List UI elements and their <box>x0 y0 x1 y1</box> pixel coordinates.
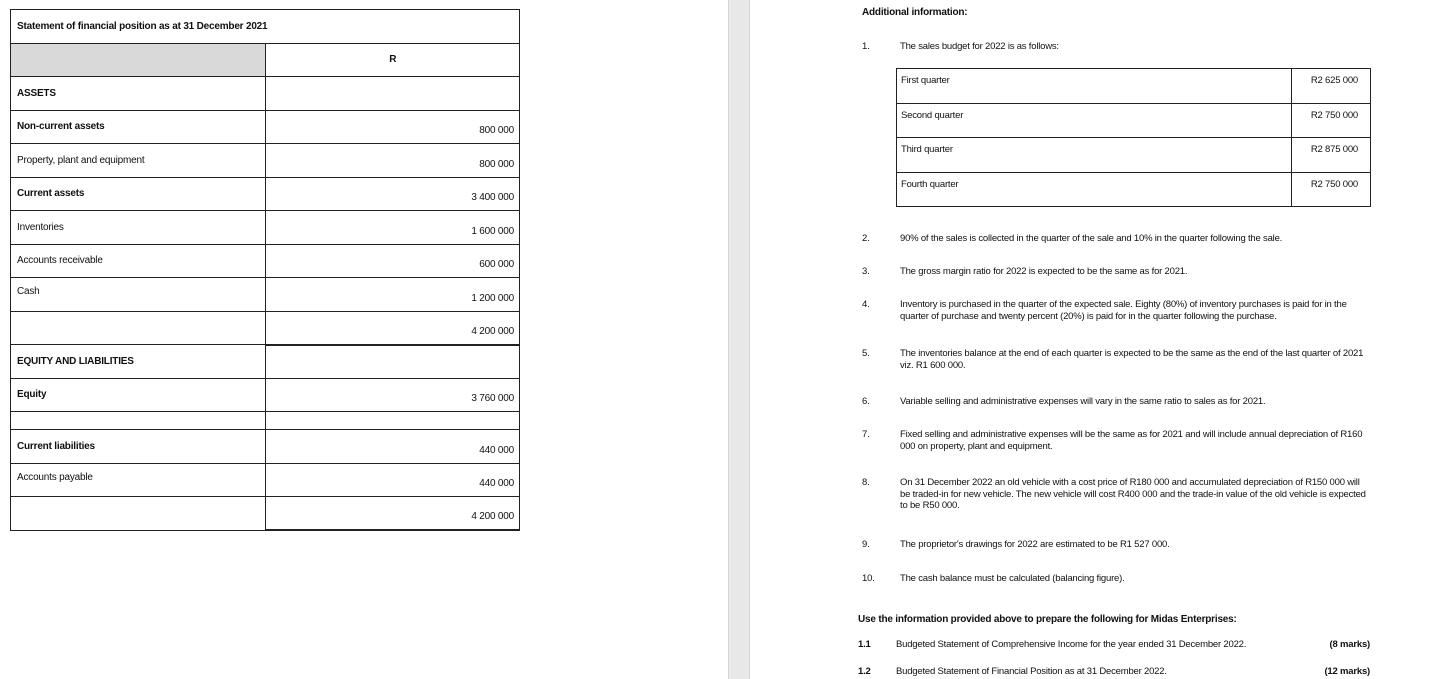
info-item-4 <box>862 299 1382 323</box>
row-label: EQUITY AND LIABILITIES <box>11 345 266 379</box>
item-number: 6. <box>862 396 870 407</box>
table-row <box>11 278 520 312</box>
item-text: The sales budget for 2022 is as follows: <box>900 41 1059 52</box>
requirement-1-1 <box>858 639 1370 651</box>
info-item-2 <box>862 233 1382 245</box>
item-number: 10. <box>862 573 875 584</box>
table-row-total <box>11 497 520 531</box>
item-text: The inventories balance at the end of each quarter is expected to be the same as the end of the last quarter of 2021 viz. R1 600 000. <box>900 348 1364 371</box>
page-divider <box>728 0 750 679</box>
item-number: 1. <box>862 41 870 52</box>
table-row <box>897 172 1371 207</box>
additional-information-heading: Additional information: <box>862 7 968 18</box>
table-row-spacer <box>11 412 520 430</box>
requirement-1-2 <box>858 666 1370 678</box>
row-label: Current assets <box>11 177 266 211</box>
table-row-total <box>11 311 520 345</box>
item-number: 2. <box>862 233 870 244</box>
statement-of-financial-position-table <box>10 9 520 531</box>
row-amount <box>265 345 520 379</box>
row-amount: 4 200 000 <box>265 311 520 345</box>
statement-header-row <box>11 43 520 77</box>
statement-title: Statement of financial position as at 31 December 2021 <box>11 10 520 44</box>
item-text: The proprietor's drawings for 2022 are estimated to be R1 527 000. <box>900 539 1170 550</box>
row-label: Cash <box>11 278 266 312</box>
info-item-7 <box>862 429 1382 453</box>
item-text: Inventory is purchased in the quarter of the expected sale. Eighty (80%) of inventory purchases is paid for in the quarter of purchase and twenty percent (20%) is paid for in the quarter following the purchase. <box>900 299 1347 322</box>
row-amount: 1 600 000 <box>265 211 520 245</box>
row-label: Accounts payable <box>11 463 266 497</box>
item-text: 90% of the sales is collected in the quarter of the sale and 10% in the quarter following the sale. <box>900 233 1283 244</box>
row-label <box>11 311 266 345</box>
info-item-9 <box>862 539 1382 551</box>
item-number: 8. <box>862 477 870 488</box>
item-number: 5. <box>862 348 870 359</box>
spacer-cell <box>11 412 266 430</box>
row-amount: 440 000 <box>265 430 520 464</box>
table-row <box>11 463 520 497</box>
quarter-value: R2 750 000 <box>1292 103 1371 138</box>
table-row <box>11 110 520 144</box>
sales-budget-table <box>896 68 1371 207</box>
item-text: Variable selling and administrative expenses will vary in the same ratio to sales as for 2021. <box>900 396 1266 407</box>
table-row <box>897 103 1371 138</box>
statement-title-row <box>11 10 520 44</box>
table-row <box>897 69 1371 104</box>
right-page <box>750 0 1451 679</box>
info-item-6 <box>862 396 1382 408</box>
row-amount: 440 000 <box>265 463 520 497</box>
row-amount: 3 760 000 <box>265 378 520 412</box>
currency-header: R <box>265 43 520 77</box>
quarter-label: Second quarter <box>897 103 1292 138</box>
quarter-label: Third quarter <box>897 138 1292 173</box>
table-row <box>11 430 520 464</box>
row-amount: 800 000 <box>265 110 520 144</box>
info-item-1 <box>862 41 1382 53</box>
info-item-5 <box>862 348 1382 372</box>
table-row <box>11 144 520 178</box>
table-row <box>11 177 520 211</box>
item-text: Fixed selling and administrative expenses will be the same as for 2021 and will include annual depreciation of R160 000 on property, plant and equipment. <box>900 429 1363 452</box>
spacer-cell <box>265 412 520 430</box>
row-amount: 600 000 <box>265 244 520 278</box>
table-row <box>11 378 520 412</box>
requirement-number: 1.2 <box>858 666 871 677</box>
row-amount: 4 200 000 <box>265 497 520 531</box>
table-row <box>11 77 520 111</box>
item-number: 4. <box>862 299 870 310</box>
info-item-10 <box>862 573 1382 585</box>
requirement-number: 1.1 <box>858 639 871 650</box>
quarter-value: R2 625 000 <box>1292 69 1371 104</box>
row-amount <box>265 77 520 111</box>
header-blank-cell <box>11 43 266 77</box>
table-row <box>11 244 520 278</box>
item-number: 3. <box>862 266 870 277</box>
table-row <box>11 345 520 379</box>
requirement-text: Budgeted Statement of Financial Position as at 31 December 2022. <box>896 666 1167 677</box>
row-label: Property, plant and equipment <box>11 144 266 178</box>
table-row <box>11 211 520 245</box>
table-row <box>897 138 1371 173</box>
info-item-3 <box>862 266 1382 278</box>
row-label: Non-current assets <box>11 110 266 144</box>
instructions-heading: Use the information provided above to prepare the following for Midas Enterprises: <box>858 614 1237 625</box>
row-label: Current liabilities <box>11 430 266 464</box>
row-amount: 1 200 000 <box>265 278 520 312</box>
row-amount: 800 000 <box>265 144 520 178</box>
requirement-marks: (8 marks) <box>1329 639 1370 650</box>
row-label: Accounts receivable <box>11 244 266 278</box>
item-text: On 31 December 2022 an old vehicle with a cost price of R180 000 and accumulated depreciation of R150 000 will be traded-in for new vehicle. The new vehicle will cost R400 000 and the trade-in value of the old vehicle is expected to be R50 000. <box>900 477 1366 511</box>
row-label: Inventories <box>11 211 266 245</box>
item-number: 7. <box>862 429 870 440</box>
quarter-value: R2 750 000 <box>1292 172 1371 207</box>
requirement-text: Budgeted Statement of Comprehensive Income for the year ended 31 December 2022. <box>896 639 1247 650</box>
row-label <box>11 497 266 531</box>
requirement-marks: (12 marks) <box>1324 666 1370 677</box>
info-item-8 <box>862 477 1382 513</box>
item-text: The cash balance must be calculated (balancing figure). <box>900 573 1125 584</box>
item-text: The gross margin ratio for 2022 is expected to be the same as for 2021. <box>900 266 1188 277</box>
item-number: 9. <box>862 539 870 550</box>
row-amount: 3 400 000 <box>265 177 520 211</box>
quarter-label: First quarter <box>897 69 1292 104</box>
row-label: ASSETS <box>11 77 266 111</box>
quarter-label: Fourth quarter <box>897 172 1292 207</box>
quarter-value: R2 875 000 <box>1292 138 1371 173</box>
row-label: Equity <box>11 378 266 412</box>
